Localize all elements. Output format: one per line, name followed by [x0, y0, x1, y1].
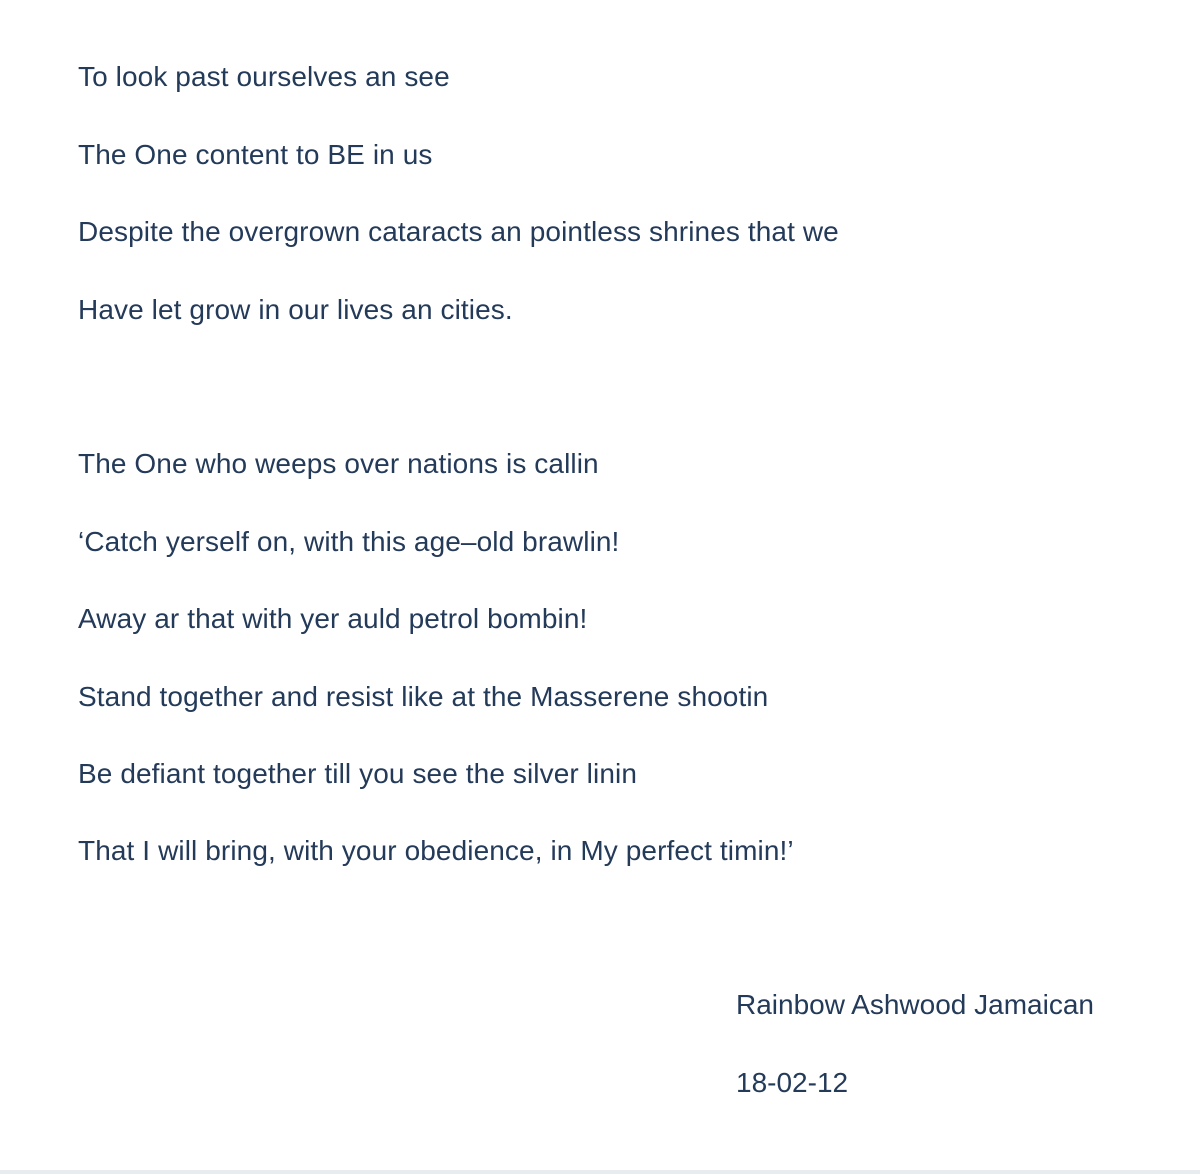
poem-line: Stand together and resist like at the Masserene shootin	[78, 681, 769, 712]
author-signature: Rainbow Ashwood Jamaican	[736, 989, 1094, 1020]
poem-line: That I will bring, with your obedience, in My perfect timin!’	[78, 835, 794, 866]
poem-line: The One who weeps over nations is callin	[78, 448, 599, 479]
poem-date: 18-02-12	[736, 1067, 849, 1098]
poem-line: Have let grow in our lives an cities.	[78, 294, 513, 325]
page-bottom-edge	[0, 1170, 1200, 1174]
poem-line: Despite the overgrown cataracts an pointless shrines that we	[78, 216, 839, 247]
poem-line: The One content to BE in us	[78, 139, 433, 170]
poem-line: Be defiant together till you see the silver linin	[78, 758, 637, 789]
poem-line: To look past ourselves an see	[78, 61, 450, 92]
poem-line: ‘Catch yerself on, with this age–old brawlin!	[78, 526, 620, 557]
poem-line: Away ar that with yer auld petrol bombin!	[78, 603, 588, 634]
